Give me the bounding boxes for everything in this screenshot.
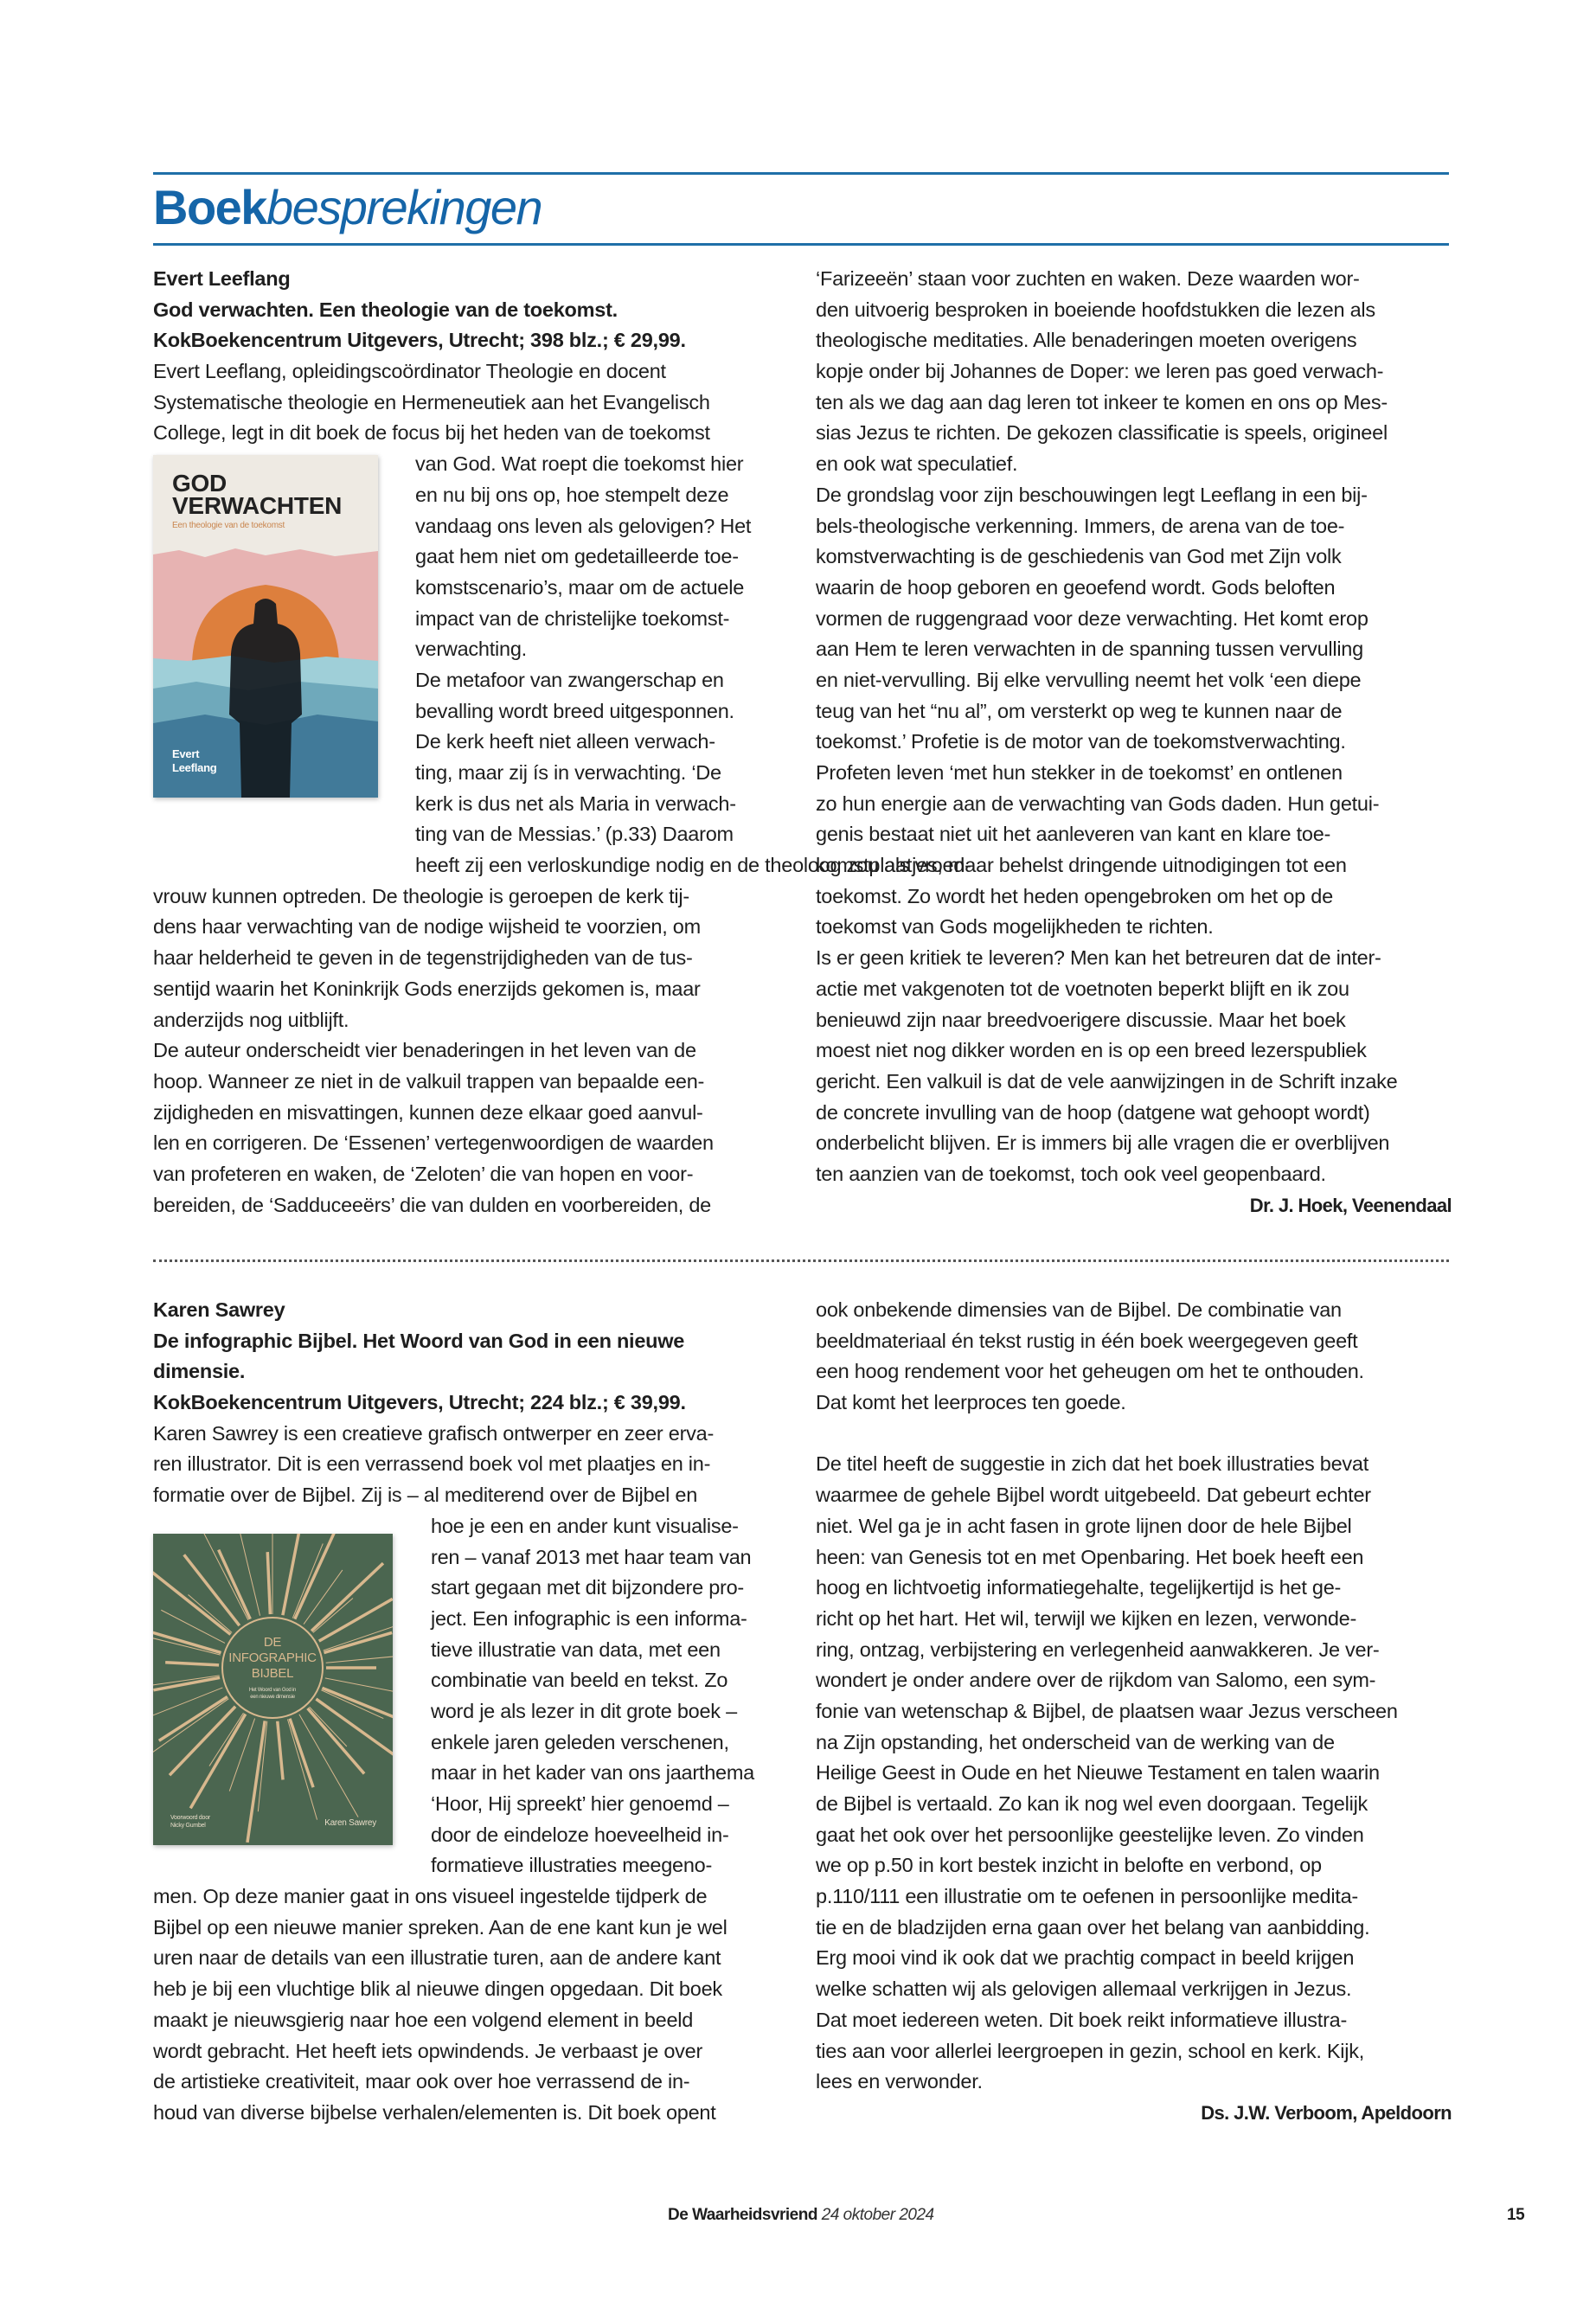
text-line: enkele jaren geleden verschenen,	[431, 1730, 729, 1753]
book-heading-line: De infographic Bijbel. Het Woord van God in een nieuwe	[153, 1329, 685, 1352]
text-line: verwachting.	[415, 638, 527, 661]
text-line: toekomst.’ Profetie is de motor van de toekomstverwachting.	[816, 730, 1346, 753]
title-italic: besprekingen	[266, 180, 542, 234]
cover2-foreword-line2: Nicky Gumbel	[170, 1822, 206, 1829]
text-line: ren – vanaf 2013 met haar team van	[431, 1545, 752, 1568]
text-line: vrouw kunnen optreden. De theologie is geroepen de kerk tij-	[153, 884, 689, 907]
text-line: Evert Leeflang, opleidingscoördinator Theologie en docent	[153, 360, 666, 383]
text-line: De titel heeft de suggestie in zich dat het boek illustraties bevat	[816, 1452, 1369, 1476]
cover2-author: Karen Sawrey	[324, 1817, 376, 1828]
cover-subtitle: Een theologie van de toekomst	[172, 521, 285, 531]
text-line: len en corrigeren. De ‘Essenen’ vertegenwoordigen de waarden	[153, 1131, 714, 1155]
review2-left-column	[153, 1295, 789, 2129]
text-line: beeldmateriaal én tekst rustig in één boek weergegeven geeft	[816, 1329, 1358, 1352]
book-heading-line: KokBoekencentrum Uitgevers, Utrecht; 398 blz.; € 29,99.	[153, 329, 686, 352]
text-line: houd van diverse bijbelse verhalen/elementen is. Dit boek opent	[153, 2100, 716, 2124]
cover2-title-line2: INFOGRAPHIC	[228, 1650, 317, 1665]
text-line: gaat hem niet om gedetailleerde toe-	[415, 545, 739, 568]
book-heading-line: KokBoekencentrum Uitgevers, Utrecht; 224 blz.; € 39,99.	[153, 1391, 686, 1414]
text-line: formatie over de Bijbel. Zij is – al mediterend over de Bijbel en	[153, 1484, 698, 1507]
cover-author-line2: Leeflang	[172, 761, 217, 775]
text-line: wondert je onder andere over de rijkdom van Salomo, een sym-	[816, 1669, 1376, 1692]
text-line: niet. Wel ga je in acht fasen in grote lijnen door de hele Bijbel	[816, 1514, 1352, 1537]
text-line: sias Jezus te richten. De gekozen classificatie is speels, origineel	[816, 421, 1388, 445]
text-line: ten als we dag aan dag leren tot inkeer te komen en ons op Mes-	[816, 390, 1388, 413]
text-line: combinatie van beeld en tekst. Zo	[431, 1669, 728, 1692]
text-line: Dat komt het leerproces ten goede.	[816, 1391, 1126, 1414]
text-line: teug van het “nu al”, om versterkt op weg te kunnen naar de	[816, 699, 1343, 722]
text-line: de artistieke creativiteit, maar ook over hoe verrassend de in-	[153, 2070, 690, 2093]
text-line: gaat het ook over het persoonlijke geestelijke leven. Zo vinden	[816, 1823, 1364, 1846]
text-line: Profeten leven ‘met hun stekker in de toekomst’ en ontlenen	[816, 761, 1343, 784]
text-line: richt op het hart. Het wil, terwijl we kijken en lezen, verwonde-	[816, 1606, 1357, 1630]
title-bold: Boek	[153, 180, 266, 234]
cover-title-line2: VERWACHTEN	[172, 492, 343, 520]
text-line: ‘Farizeeën’ staan voor zuchten en waken. Deze waarden wor-	[816, 267, 1360, 290]
text-line: haar helderheid te geven in de tegenstrijdigheden van de tus-	[153, 946, 693, 970]
text-line: bels-theologische verkenning. Immers, de arena van de toe-	[816, 514, 1345, 537]
text-line: ten aanzien van de toekomst, toch ook veel geopenbaard.	[816, 1162, 1326, 1185]
text-line: De metafoor van zwangerschap en	[415, 668, 724, 691]
cover2-title-line3: BIJBEL	[251, 1665, 294, 1681]
text-line: De kerk heeft niet alleen verwach-	[415, 730, 715, 753]
page-number: 15	[1507, 2206, 1525, 2224]
text-line: aan Hem te leren verwachten in de spanning tussen vervulling	[816, 638, 1363, 661]
text-line: College, legt in dit boek de focus bij het heden van de toekomst	[153, 421, 710, 445]
text-line: heeft zij een verloskundige nodig en de theoloog zou als vroed-	[415, 854, 971, 877]
text-line: een hoog rendement voor het geheugen om het te onthouden.	[816, 1360, 1364, 1383]
text-line: den uitvoerig besproken in boeiende hoofdstukken die lezen als	[816, 298, 1375, 321]
book-cover-infographic-bijbel	[153, 1511, 431, 1881]
book-cover-god-verwachten	[153, 449, 415, 850]
text-line: ring, ontzag, verbijstering en verlegenheid aanwakkeren. Je ver-	[816, 1638, 1380, 1661]
text-line: bereiden, de ‘Sadduceeërs’ die van dulden en voorbereiden, de	[153, 1193, 711, 1216]
review-separator	[153, 1259, 1449, 1262]
text-line: genis bestaat niet uit het aanleveren van kant en klare toe-	[816, 823, 1331, 846]
reviewer-signature: Dr. J. Hoek, Veenendaal	[1249, 1194, 1452, 1216]
text-line: uren naar de details van een illustratie turen, aan de andere kant	[153, 1946, 721, 1970]
footer-publication-name: De Waarheidsvriend	[668, 2206, 817, 2224]
text-line: van profeteren en waken, de ‘Zeloten’ die van hopen en voor-	[153, 1162, 694, 1185]
text-line: vandaag ons leven als gelovigen? Het	[415, 514, 752, 537]
text-line: moest niet nog dikker worden en is op een breed lezerspubliek	[816, 1039, 1367, 1062]
cover-title-line1: GOD	[172, 470, 228, 497]
text-line: Bijbel op een nieuwe manier spreken. Aan de ene kant kun je wel	[153, 1915, 727, 1939]
title-rule-top	[153, 172, 1449, 175]
text-line: men. Op deze manier gaat in ons visueel ingestelde tijdperk de	[153, 1885, 708, 1908]
footer-publication	[668, 2206, 934, 2225]
text-line: maar in het kader van ons jaarthema	[431, 1761, 754, 1785]
cover2-foreword-line1: Voorwoord door	[170, 1814, 210, 1821]
text-line: ting van de Messias.’ (p.33) Daarom	[415, 823, 734, 846]
text-line: ook onbekende dimensies van de Bijbel. De combinatie van	[816, 1298, 1342, 1321]
text-line: en ook wat speculatief.	[816, 452, 1018, 476]
text-line: ren illustrator. Dit is een verrassend boek vol met plaatjes en in-	[153, 1452, 711, 1476]
text-line: fonie van wetenschap & Bijbel, de plaatsen waar Jezus verscheen	[816, 1699, 1398, 1722]
text-line: impact van de christelijke toekomst-	[415, 606, 730, 630]
text-line: zo hun energie aan de verwachting van Gods daden. Hun getui-	[816, 792, 1380, 815]
text-line: we op p.50 in kort bestek inzicht in belofte en verbond, op	[816, 1854, 1322, 1877]
text-line: benieuwd zijn naar breedvoerigere discussie. Maar het boek	[816, 1008, 1346, 1031]
text-line: formatieve illustraties meegeno-	[431, 1854, 713, 1877]
text-line: actie met vakgenoten tot de voetnoten beperkt blijft en ik zou	[816, 977, 1349, 1000]
text-line: De auteur onderscheidt vier benaderingen in het leven van de	[153, 1039, 696, 1062]
text-line: bevalling wordt breed uitgesponnen.	[415, 699, 734, 722]
text-line: kerk is dus net als Maria in verwach-	[415, 792, 736, 815]
text-line: ‘Hoor, Hij spreekt’ hier genoemd –	[431, 1792, 729, 1815]
text-line: lees en verwonder.	[816, 2070, 983, 2093]
text-line: ting, maar zij ís in verwachting. ‘De	[415, 761, 721, 784]
text-line: de Bijbel is vertaald. Zo kan ik nog wel even doorgaan. Tegelijk	[816, 1792, 1368, 1815]
text-line: wordt gebracht. Het heeft iets opwindends. Je verbaast je over	[153, 2039, 703, 2062]
text-line: en nu bij ons op, hoe stempelt deze	[415, 483, 729, 506]
review1-right-column	[816, 264, 1452, 1221]
text-line: word je als lezer in dit grote boek –	[431, 1699, 737, 1722]
text-line: hoog en lichtvoetig informatiegehalte, tegelijkertijd is het ge-	[816, 1576, 1342, 1599]
book-heading-line: Evert Leeflang	[153, 267, 291, 290]
text-line: kopje onder bij Johannes de Doper: we leren pas goed verwach-	[816, 360, 1384, 383]
text-line: anderzijds nog uitblijft.	[153, 1008, 349, 1031]
text-line: van God. Wat roept die toekomst hier	[415, 452, 744, 476]
text-line: komstverwachting is de geschiedenis van God met Zijn volk	[816, 545, 1342, 568]
title-rule-bottom	[153, 243, 1449, 246]
text-line: de concrete invulling van de hoop (datgene wat gehoopt wordt)	[816, 1100, 1370, 1124]
text-line: onderbelicht blijven. Er is immers bij alle vragen die er overblijven	[816, 1131, 1390, 1155]
text-line: maakt je nieuwsgierig naar hoe een volgend element in beeld	[153, 2008, 694, 2031]
text-line: Dat moet iedereen weten. Dit boek reikt informatieve illustra-	[816, 2008, 1348, 2031]
text-line: toekomst. Zo wordt het heden opengebroken om het op de	[816, 884, 1333, 907]
text-line: tie en de bladzijden erna gaan over het belang van aanbidding.	[816, 1915, 1370, 1939]
text-line: gericht. Een valkuil is dat de vele aanwijzingen in de Schrift inzake	[816, 1069, 1398, 1093]
text-line: waarmee de gehele Bijbel wordt uitgebeeld. Dat gebeurt echter	[816, 1484, 1371, 1507]
text-line: p.110/111 een illustratie om te oefenen in persoonlijke medita-	[816, 1885, 1358, 1908]
text-line: theologische meditaties. Alle benaderingen moeten overigens	[816, 329, 1357, 352]
text-line: Erg mooi vind ik ook dat we prachtig compact in beeld krijgen	[816, 1946, 1355, 1970]
text-line: waarin de hoop geboren en geoefend wordt. Gods beloften	[816, 575, 1336, 599]
section-title	[153, 177, 542, 238]
text-line: ject. Een infographic is een informa-	[431, 1606, 747, 1630]
text-line: na Zijn opstanding, het onderscheid van de werking van de	[816, 1730, 1335, 1753]
footer-date: 24 oktober 2024	[821, 2206, 934, 2224]
text-line: start gegaan met dit bijzondere pro-	[431, 1576, 744, 1599]
text-line: De grondslag voor zijn beschouwingen legt Leeflang in een bij-	[816, 483, 1368, 506]
text-line: tieve illustratie van data, met een	[431, 1638, 721, 1661]
cover-author-line1: Evert	[172, 747, 200, 761]
text-line: Systematische theologie en Hermeneutiek aan het Evangelisch	[153, 390, 710, 413]
book-heading-line: dimensie.	[153, 1360, 246, 1383]
text-line: vormen de ruggengraad voor deze verwachting. Het komt erop	[816, 606, 1368, 630]
text-line: hoe je een en ander kunt visualise-	[431, 1514, 739, 1537]
text-line: hoop. Wanneer ze niet in de valkuil trappen van bepaalde een-	[153, 1069, 705, 1093]
text-line: komstscenario’s, maar om de actuele	[415, 575, 745, 599]
cover2-subtitle-line1: Het Woord van God in	[248, 1687, 297, 1693]
text-line	[816, 1419, 1452, 1450]
text-line: heen: van Genesis tot en met Openbaring. Het boek heeft een	[816, 1545, 1364, 1568]
book-heading-line: God verwachten. Een theologie van de toekomst.	[153, 298, 618, 321]
text-line: welke schatten wij als gelovigen allemaal verkrijgen in Jezus.	[816, 1977, 1352, 2001]
review2-right-column	[816, 1295, 1452, 2129]
text-line: door de eindeloze hoeveelheid in-	[431, 1823, 729, 1846]
cover2-subtitle-line2: een nieuwe dimensie	[250, 1694, 295, 1700]
text-line: dens haar verwachting van de nodige wijsheid te voorzien, om	[153, 915, 701, 939]
text-line: ties aan voor allerlei leergroepen in gezin, school en kerk. Kijk,	[816, 2039, 1365, 2062]
text-line: Is er geen kritiek te leveren? Men kan het betreuren dat de inter-	[816, 946, 1381, 970]
book-heading-line: Karen Sawrey	[153, 1298, 285, 1321]
reviewer-signature: Ds. J.W. Verboom, Apeldoorn	[1201, 2101, 1452, 2124]
text-line: sentijd waarin het Koninkrijk Gods enerzijds gekomen is, maar	[153, 977, 701, 1000]
text-line: zijdigheden en misvattingen, kunnen deze elkaar goed aanvul-	[153, 1100, 703, 1124]
text-line: en niet-vervulling. Bij elke vervulling neemt het volk ‘een diepe	[816, 668, 1362, 691]
text-line: heb je bij een vluchtige blik al nieuwe dingen opgedaan. Dit boek	[153, 1977, 722, 2001]
text-line: komstplaatjes, maar behelst dringende uitnodigingen tot een	[816, 854, 1347, 877]
text-line: toekomst van Gods mogelijkheden te richten.	[816, 915, 1214, 939]
text-line: Heilige Geest in Oude en het Nieuwe Testament en talen waarin	[816, 1761, 1380, 1785]
cover2-title-line1: DE	[263, 1634, 282, 1650]
text-line: Karen Sawrey is een creatieve grafisch ontwerper en zeer erva-	[153, 1421, 715, 1445]
